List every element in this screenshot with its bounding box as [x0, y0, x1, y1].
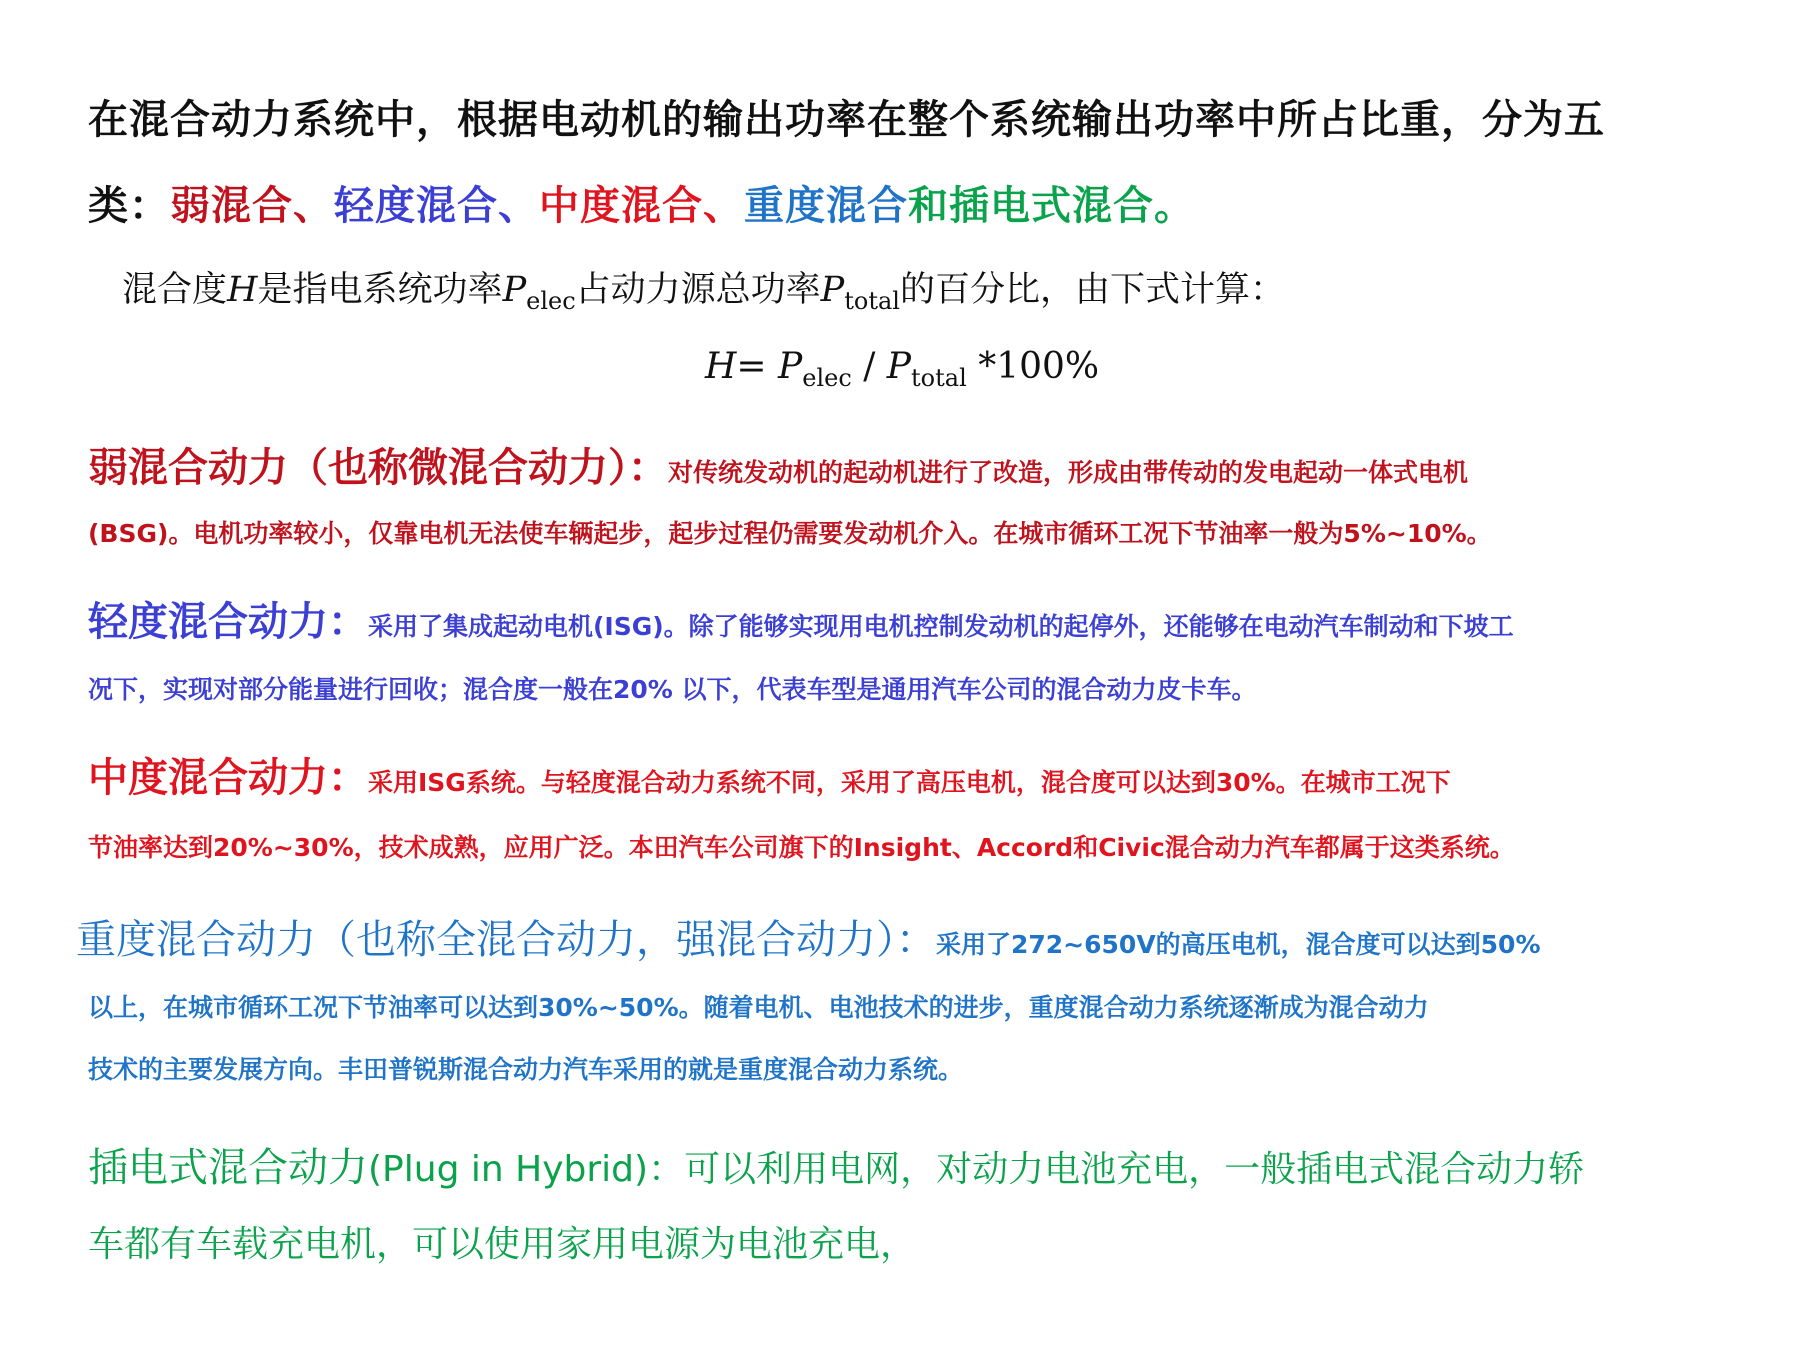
period: 。: [1154, 183, 1195, 229]
full-hybrid-line-2: [88, 988, 1429, 1024]
category-light: 轻度混合: [334, 183, 498, 229]
mid-hybrid-text-1: 采用ISG系统。与轻度混合动力系统不同，采用了高压电机，混合度可以达到30%。在城市工况下: [368, 768, 1451, 797]
full-hybrid-text-1: 采用了272~650V的高压电机，混合度可以达到50%: [936, 930, 1541, 959]
mid-hybrid-heading: 中度混合动力：: [88, 755, 368, 801]
category-mid: 中度混合: [539, 183, 703, 229]
weak-hybrid-text-1: 对传统发动机的起动机进行了改造，形成由带传动的发电起动一体式电机: [668, 458, 1469, 487]
plugin-hybrid-heading: 插电式混合动力: [88, 1145, 368, 1191]
weak-hybrid-line-1: [88, 436, 1468, 493]
definition-mid2: 占动力源总功率: [575, 270, 821, 310]
light-hybrid-line-1: [88, 590, 1514, 647]
separator: 、: [498, 183, 539, 229]
separator: 、: [703, 183, 744, 229]
light-hybrid-text-2: 况下，实现对部分能量进行回收；混合度一般在20% 以下，代表车型是通用汽车公司的混合动力皮卡车。: [88, 675, 1257, 704]
sub-total: total: [844, 287, 900, 315]
definition-mid1: 是指电系统功率: [257, 270, 503, 310]
separator: 、: [293, 183, 334, 229]
plugin-hybrid-line-1: [88, 1136, 1584, 1193]
plugin-hybrid-text-2: 车都有车载充电机，可以使用家用电源为电池充电，: [88, 1224, 917, 1265]
full-hybrid-line-3: [88, 1050, 963, 1086]
var-h: H: [227, 270, 258, 310]
var-p-total: P: [820, 270, 845, 310]
weak-hybrid-text-2: (BSG)。电机功率较小，仅靠电机无法使车辆起步，起步过程仍需要发动机介入。在城市循环工况下节油率一般为5%~10%。: [88, 519, 1492, 548]
formula-eq: =: [736, 346, 779, 387]
formula-sub2: total: [911, 364, 967, 393]
intro-line-1: [88, 88, 1605, 145]
intro-line-2: [88, 174, 1195, 231]
full-hybrid-text-2: 以上，在城市循环工况下节油率可以达到30%~50%。随着电机、电池技术的进步，重度混合动力系统逐渐成为混合动力: [88, 993, 1429, 1022]
category-weak: 弱混合: [170, 183, 293, 229]
definition-line: [122, 262, 1285, 315]
mid-hybrid-line-1: [88, 746, 1451, 803]
full-hybrid-line-1: [76, 908, 1541, 965]
plugin-hybrid-text-1: 可以利用电网，对动力电池充电，一般插电式混合动力轿: [684, 1149, 1585, 1190]
intro-text-1: 在混合动力系统中，根据电动机的输出功率在整个系统输出功率中所占比重，分为五: [88, 97, 1605, 143]
mid-hybrid-text-2: 节油率达到20%~30%，技术成熟，应用广泛。本田汽车公司旗下的Insight、Accord和Civic混合动力汽车都属于这类系统。: [88, 833, 1515, 862]
category-full: 重度混合: [744, 183, 908, 229]
plugin-hybrid-line-2: [88, 1216, 916, 1267]
sub-elec: elec: [526, 287, 576, 315]
plugin-hybrid-colon: ：: [648, 1149, 685, 1190]
formula-tail: *100%: [966, 346, 1100, 387]
light-hybrid-line-2: [88, 670, 1257, 706]
full-hybrid-text-3: 技术的主要发展方向。丰田普锐斯混合动力汽车采用的就是重度混合动力系统。: [88, 1055, 964, 1084]
formula-p2: P: [886, 346, 912, 387]
weak-hybrid-heading: 弱混合动力（也称微混合动力）：: [88, 445, 668, 491]
full-hybrid-heading: 重度混合动力（也称全混合动力，强混合动力）：: [76, 917, 936, 963]
intro-prefix: 类：: [88, 183, 170, 229]
definition-pre: 混合度: [122, 270, 228, 310]
formula-slash: /: [851, 346, 887, 387]
light-hybrid-heading: 轻度混合动力：: [88, 599, 368, 645]
formula-p1: P: [778, 346, 803, 387]
mid-hybrid-line-2: [88, 828, 1515, 864]
category-plugin: 插电式混合: [949, 183, 1154, 229]
weak-hybrid-line-2: [88, 514, 1492, 550]
conjunction: 和: [908, 183, 949, 229]
formula-lhs: H: [705, 346, 737, 387]
formula: [705, 346, 1099, 392]
light-hybrid-text-1: 采用了集成起动电机(ISG)。除了能够实现用电机控制发动机的起停外，还能够在电动汽车制动和下坡工: [368, 612, 1514, 641]
formula-sub1: elec: [802, 364, 852, 393]
plugin-hybrid-heading-en: (Plug in Hybrid): [368, 1149, 649, 1190]
definition-post: 的百分比，由下式计算：: [899, 270, 1285, 310]
var-p-elec: P: [502, 270, 527, 310]
